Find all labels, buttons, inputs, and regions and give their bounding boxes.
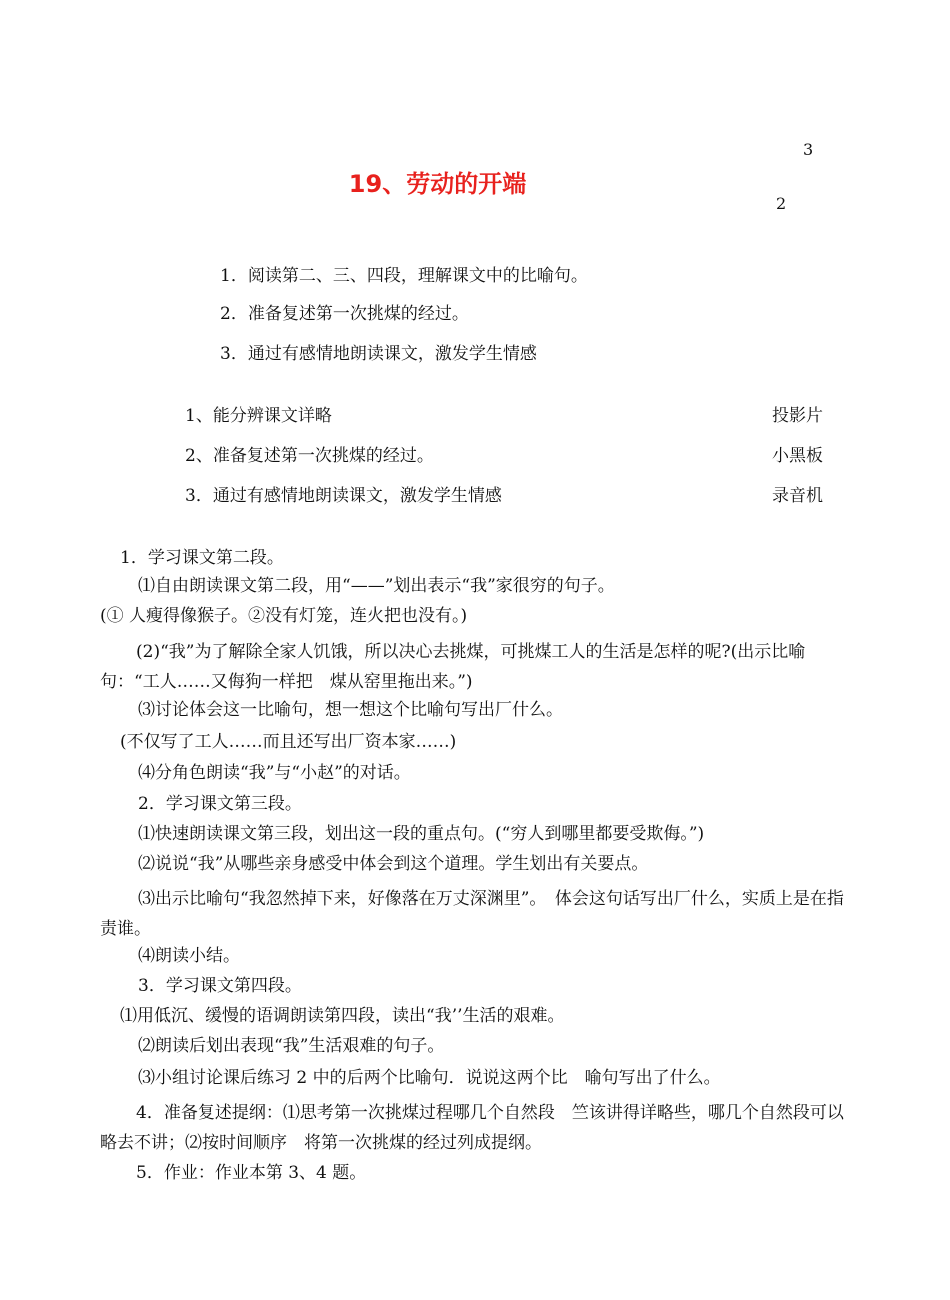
page-number-bottom: 2 (776, 194, 787, 213)
process-step: ⑴快速朗读课文第三段，划出这一段的重点句。(“穷人到哪里都要受欺侮。”) (138, 824, 705, 844)
process-step: ⑴自由朗读课文第二段，用“——”划出表示“我”家很穷的句子。 (138, 576, 615, 596)
process-step: ⑷分角色朗读“我”与“小赵”的对话。 (138, 763, 411, 783)
process-heading: 3．学习课文第四段。 (138, 976, 302, 996)
process-step: ⑶讨论体会这一比喻句，想一想这个比喻句写出厂什么。 (138, 700, 563, 720)
focus-item: 1、能分辨课文详略 (185, 406, 332, 426)
process-step: ⑵说说“我”从哪些亲身感受中体会到这个道理。学生划出有关要点。 (138, 854, 649, 874)
homework: 5．作业：作业本第 3、4 题。 (136, 1163, 367, 1183)
process-step: ⑶小组讨论课后练习 2 中的后两个比喻句．说说这两个比 喻句写出了什么。 (138, 1068, 721, 1088)
objective-item: 2．准备复述第一次挑煤的经过。 (220, 304, 469, 324)
process-answer: (不仅写了工人……而且还写出厂资本家……) (120, 732, 457, 752)
process-heading: 1．学习课文第二段。 (120, 548, 284, 568)
teaching-aid: 投影片 (772, 406, 823, 426)
process-heading: 2．学习课文第三段。 (138, 794, 302, 814)
process-answer: (① 人瘦得像猴子。②没有灯笼，连火把也没有。) (100, 606, 468, 626)
process-step: ⑴用低沉、缓慢的语调朗读第四段，读出“我’’生活的艰难。 (120, 1006, 565, 1026)
focus-item: 2、准备复述第一次挑煤的经过。 (185, 446, 434, 466)
process-step: 4．准备复述提纲：⑴思考第一次挑煤过程哪几个自然段 竺该讲得详略些，哪几个自然段可以略去不讲；⑵按时间顺序 将第一次挑煤的经过列成提纲。 (100, 1103, 844, 1153)
teaching-aid: 录音机 (772, 486, 823, 506)
lesson-title: 19、劳动的开端 (348, 170, 527, 198)
page-number-top: 3 (803, 140, 814, 159)
process-step: ⑵朗读后划出表现“我”生活艰难的句子。 (138, 1036, 445, 1056)
process-step: (2)“我”为了解除全家人饥饿，所以决心去挑煤，可挑煤工人的生活是怎样的呢?(出示比喻句：“工人……又侮狗一样把 煤从窑里拖出来。”) (100, 642, 806, 692)
objective-item: 3．通过有感情地朗读课文，激发学生情感 (220, 344, 537, 364)
teaching-aid: 小黑板 (772, 446, 823, 466)
process-step: ⑷朗读小结。 (138, 946, 240, 966)
process-step: ⑶出示比喻句“我忽然掉下来，好像落在万丈深渊里”。 体会这句话写出厂什么，实质上是在指责谁。 (100, 889, 844, 939)
focus-item: 3．通过有感情地朗读课文，激发学生情感 (185, 486, 502, 506)
objective-item: 1．阅读第二、三、四段，理解课文中的比喻句。 (220, 266, 588, 286)
